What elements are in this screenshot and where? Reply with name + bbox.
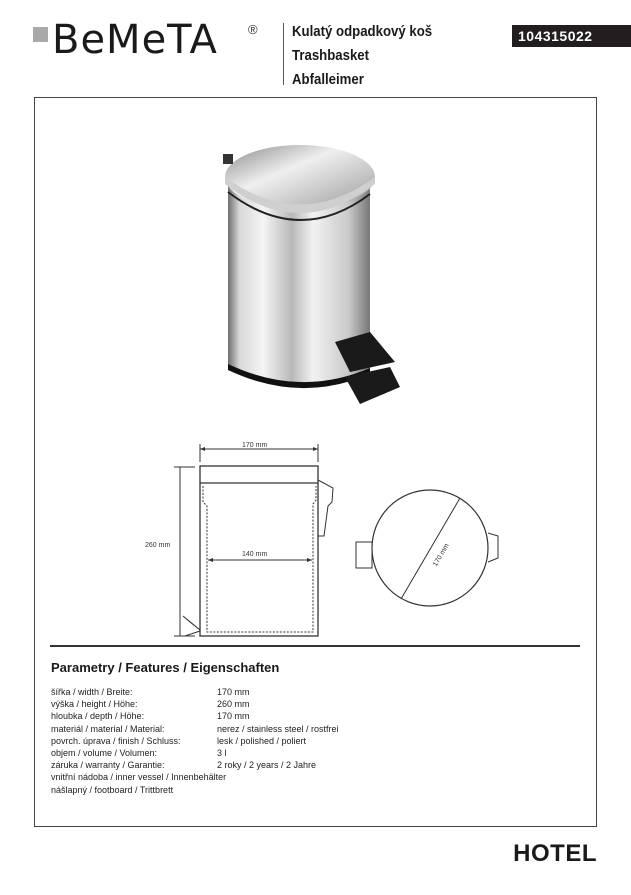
spec-value: 3 l [217,748,227,759]
spec-row [51,698,339,710]
spec-value: 170 mm [217,687,250,697]
spec-value: 170 mm [217,711,250,722]
title-german: Abfalleimer [292,71,364,88]
section-divider [50,645,580,647]
spec-row [51,784,339,796]
width-dimension: 170 mm [242,442,268,449]
spec-label: objem / volume / Volumen: [51,748,158,759]
spec-row [51,735,339,747]
spec-row [51,759,339,771]
title-english: Trashbasket [292,47,370,64]
logo-mark [33,27,48,42]
inner-width-dimension: 140 mm [242,551,268,558]
spec-row [51,710,339,722]
diameter-dimension: 170 mm [432,542,451,568]
spec-label: vnitřní nádoba / inner vessel / Innenbehälter [51,772,227,783]
title-czech: Kulatý odpadkový koš [292,23,433,40]
trash-bin-pedal-icon [220,132,410,412]
spec-value: lesk / polished / poliert [217,735,307,746]
specs-title: Parametry / Features / Eigenschaften [51,660,280,675]
series-label: HOTEL [513,840,597,867]
technical-drawing [140,436,520,646]
spec-row [51,747,339,759]
title-separator [283,23,284,85]
spec-value: 2 roky / 2 years / 2 Jahre [217,760,317,771]
spec-label: povrch. úprava / finish / Schluss: [51,735,181,746]
spec-row [51,723,339,735]
spec-row [51,771,339,783]
spec-value: 260 mm [217,699,250,710]
product-titles [292,20,451,92]
spec-row [51,686,339,698]
spec-label: záruka / warranty / Garantie: [51,760,165,771]
spec-label: materiál / material / Material: [51,723,165,734]
spec-value: nerez / stainless steel / rostfrei [217,723,339,734]
spec-label: hloubka / depth / Höhe: [51,711,145,722]
specs-list [51,686,339,796]
registered-mark: ® [248,22,258,37]
product-code-badge: 104315022 [512,25,631,47]
brand-logo: BeMeTA [52,17,218,63]
height-dimension: 260 mm [145,542,171,549]
spec-label: šířka / width / Breite: [51,687,133,697]
spec-label: výška / height / Höhe: [51,699,138,710]
spec-label: nášlapný / footboard / Trittbrett [51,784,174,795]
